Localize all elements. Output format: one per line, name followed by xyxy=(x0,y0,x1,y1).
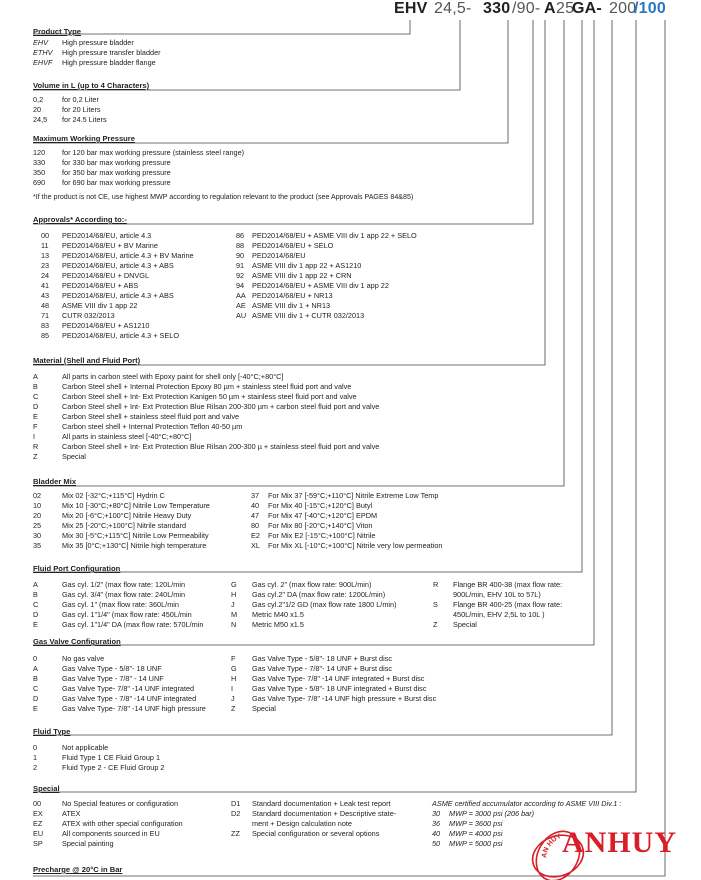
section-title: Gas Valve Configuration xyxy=(33,637,121,646)
section-title: Material (Shell and Fluid Port) xyxy=(33,356,141,365)
section-bladder-mix xyxy=(33,476,443,551)
connector-product-type xyxy=(33,20,410,34)
code-pressure: 330 xyxy=(483,0,511,17)
list-item: 20 for 20 Liters xyxy=(33,105,101,114)
list-item: 02 Mix 02 [-32°C;+115°C] Hydrin C 37 For Mix 37 [-59°C;+110°C] Nitrile Extreme Low Temp xyxy=(33,491,439,500)
list-item: 350 for 350 bar max working pressure xyxy=(33,168,171,177)
list-item: 83 PED2014/68/EU + AS1210 xyxy=(41,321,150,330)
list-item: D Gas cyl. 1"1/4" (max flow rate: 450L/min M Metric M40 x1.5 450L/min, EHV 2,5L to 10L ) xyxy=(33,610,545,619)
list-item: 30 Mix 30 [-5°C;+115°C] Nitrile Low Permeability E2 For Mix E2 [-15°C;+100°C] Nitrile xyxy=(33,531,376,540)
section-volume xyxy=(33,80,149,125)
section-approvals xyxy=(33,214,417,341)
list-item: C Gas cyl. 1" (max flow rate: 360L/min J Gas cyl.2"1/2 GD (max flow rate 1800 L/min) S Flange BR 400-25 (max flow rate: xyxy=(33,600,563,609)
section-title: Approvals* According to:- xyxy=(33,215,127,224)
code-bladder: 25 xyxy=(556,0,575,17)
list-item: ETHV High pressure transfer bladder xyxy=(33,48,161,57)
section-title: Product Type xyxy=(33,27,81,36)
section-fluid-type xyxy=(33,726,165,773)
section-product-type xyxy=(33,26,161,68)
list-item: 0,2 for 0,2 Liter xyxy=(33,95,99,104)
list-item: 0 Not applicable xyxy=(33,743,109,752)
list-item: R Carbon Steel shell + Int- Ext Protection Blue Rilsan 200-300 µ + stainless steel fluid port and valve xyxy=(33,442,380,451)
list-item: B Gas Valve Type - 7/8" - 14 UNF H Gas Valve Type- 7/8" -14 UNF integrated + Burst disc xyxy=(33,674,425,683)
list-item: C Gas Valve Type- 7/8" -14 UNF integrated I Gas Valve Type - 5/8"- 18 UNF integrated + Burst disc xyxy=(33,684,427,693)
section-title: Fluid Port Configuration xyxy=(33,564,121,573)
list-item: I All parts in stainless steel [-40°C;+80°C] xyxy=(33,432,192,441)
code-precharge: /100 xyxy=(634,0,666,17)
list-item: F Carbon steel shell + Internal Protection Teflon 40-50 µm xyxy=(33,422,243,431)
list-item: 1 Fluid Type 1 CE Fluid Group 1 xyxy=(33,753,161,762)
list-item: A Gas Valve Type - 5/8"- 18 UNF G Gas Valve Type - 7/8"- 14 UNF + Burst disc xyxy=(33,664,393,673)
logo-arc-text: AN HUY xyxy=(541,832,563,859)
list-item: 25 Mix 25 [-20°C;+100°C] Nitrile standard 80 For Mix 80 [-20°C;+140°C] Viton xyxy=(33,521,373,530)
list-item: C Carbon Steel shell + Int- Ext Protection Kanigen 50 µm + stainless steel fluid port and valve xyxy=(33,392,357,401)
list-item: 00 PED2014/68/EU, article 4.3 86 PED2014/68/EU + ASME VIII div 1 app 22 + SELO xyxy=(41,231,417,240)
list-item: B Gas cyl. 3/4" (max flow rate: 240L/min H Gas cyl.2" DA (max flow rate: 1200L/min) 900L/min, EHV 10L to 57L) xyxy=(33,590,541,599)
list-item: 690 for 690 bar max working pressure xyxy=(33,178,171,187)
code-approval: /90- xyxy=(512,0,541,17)
list-item: E Gas Valve Type- 7/8" -14 UNF high pressure Z Special xyxy=(33,704,276,713)
section-material xyxy=(33,355,380,462)
list-item: B Carbon Steel shell + Internal Protection Epoxy 80 µm + stainless steel fluid port and valve xyxy=(33,382,352,391)
list-item: 48 ASME VIII div 1 app 22 AE ASME VIII div 1 + NR13 xyxy=(41,301,331,310)
section-mwp xyxy=(33,133,413,202)
list-item: EU All components sourced in EU ZZ Special configuration or several options 40 MWP = 4000 psi xyxy=(33,829,503,838)
list-item: 85 PED2014/68/EU, article 4.3 + SELO xyxy=(41,331,180,340)
section-title: Precharge @ 20°C in Bar xyxy=(33,865,123,874)
list-item: 71 CUTR 032/2013 AU ASME VIII div 1 + CUTR 032/2013 xyxy=(41,311,365,320)
list-item: 10 Mix 10 [-30°C;+80°C] Nitrile Low Temperature 40 For Mix 40 [-15°C;+120°C] Butyl xyxy=(33,501,373,510)
section-fluid-port xyxy=(33,563,563,630)
section-title: Maximum Working Pressure xyxy=(33,134,135,143)
section-title: Special xyxy=(33,784,60,793)
list-item: E Gas cyl. 1"1/4" DA (max flow rate: 570L/min N Metric M50 x1.5 Z Special xyxy=(33,620,477,629)
code-port-valve: GA- xyxy=(572,0,602,17)
list-item: 11 PED2014/68/EU + BV Marine 88 PED2014/68/EU + SELO xyxy=(41,241,334,250)
list-item: EX ATEX D2 Standard documentation + Descriptive state- 30 MWP = 3000 psi (206 bar) xyxy=(33,809,535,818)
list-item: E Carbon Steel shell + stainless steel fluid port and valve xyxy=(33,412,240,421)
list-item: 35 Mix 35 [0°C;+130°C] Nitrile high temperature XL For Mix XL [-10°C;+100°C] Nitrile very low permeation xyxy=(33,541,443,550)
section-title: Volume in L (up to 4 Characters) xyxy=(33,81,150,90)
list-item: 120 for 120 bar max working pressure (stainless steel range) xyxy=(33,148,245,157)
code-special: 200 xyxy=(609,0,637,17)
list-item: 41 PED2014/68/EU + ABS 94 PED2014/68/EU + ASME VIII div 1 app 22 xyxy=(41,281,389,290)
list-item: SP Special painting 50 MWP = 5000 psi xyxy=(33,839,503,848)
section-precharge xyxy=(33,864,122,876)
section-title: Bladder Mix xyxy=(33,477,77,486)
list-item: D Carbon Steel shell + Int- Ext Protection Blue Rilsan 200-300 µm + carbon steel fluid port and valve xyxy=(33,402,380,411)
logo-wordmark: ANHUY xyxy=(562,826,677,859)
list-item: D Gas Valve Type - 7/8" -14 UNF integrated J Gas Valve Type- 7/8" -14 UNF high pressure + Burst disc xyxy=(33,694,437,703)
list-item: A Gas cyl. 1/2" (max flow rate: 120L/min G Gas cyl. 2" (max flow rate: 900L/min) R Flange BR 400-38 (max flow rate: xyxy=(33,580,563,589)
list-item: 23 PED2014/68/EU, article 4.3 + ABS 91 ASME VIII div 1 app 22 + AS1210 xyxy=(41,261,362,270)
code-volume: 24,5- xyxy=(434,0,472,17)
list-item: EZ ATEX with other special configuration ment + Design calculation note 36 MWP = 3600 psi xyxy=(33,819,503,828)
list-item: 13 PED2014/68/EU, article 4.3 + BV Marine 90 PED2014/68/EU xyxy=(41,251,306,260)
list-item: 43 PED2014/68/EU, article 4.3 + ABS AA PED2014/68/EU + NR13 xyxy=(41,291,333,300)
list-item: EHVF High pressure bladder flange xyxy=(33,58,156,67)
list-item: 330 for 330 bar max working pressure xyxy=(33,158,171,167)
section-gas-valve xyxy=(33,636,437,714)
list-item: 00 No Special features or configuration D1 Standard documentation + Leak test report ASME certified accumulator according to ASME VIII Div.1 : xyxy=(33,799,622,808)
list-item: 24,5 for 24.5 Liters xyxy=(33,115,107,124)
list-item: 20 Mix 20 [-6°C;+100°C] Nitrile Heavy Duty 47 For Mix 47 [-40°C;+120°C] EPDM xyxy=(33,511,378,520)
list-item: Z Special xyxy=(33,452,86,461)
list-item: 2 Fluid Type 2 - CE Fluid Group 2 xyxy=(33,763,165,772)
list-item: A All parts in carbon steel with Epoxy paint for shell only [-40°C;+80°C] xyxy=(33,372,284,381)
section-title: Fluid Type xyxy=(33,727,71,736)
list-item: 0 No gas valve F Gas Valve Type - 5/8"- 18 UNF + Burst disc xyxy=(33,654,393,663)
mwp-note: *If the product is not CE, use highest MWP according to regulation relevant to the product (see Approvals PAGES 84&85) xyxy=(33,193,414,201)
list-item: EHV High pressure bladder xyxy=(33,38,134,47)
code-material: A xyxy=(544,0,556,17)
code-product: EHV xyxy=(394,0,428,17)
list-item: 24 PED2014/68/EU + DNVGL 92 ASME VIII div 1 app 22 + CRN xyxy=(41,271,352,280)
